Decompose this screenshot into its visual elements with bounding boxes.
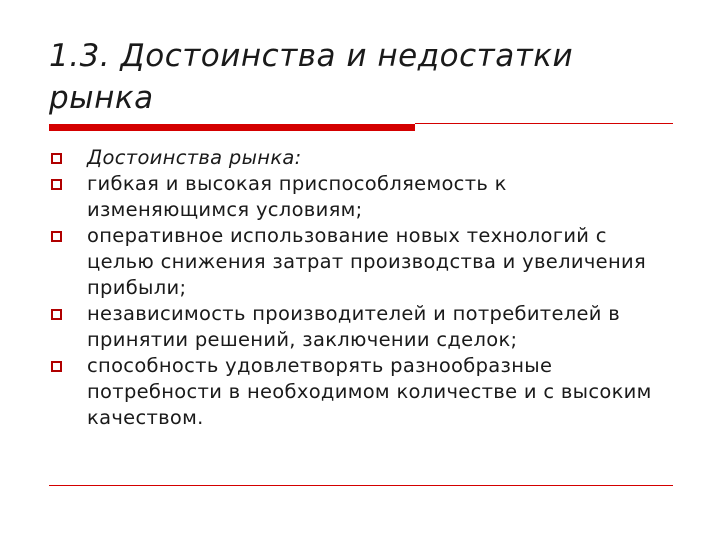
- title-underline-accent: [49, 124, 415, 131]
- bullet-list: [49, 145, 669, 431]
- bullet-text: независимость производителей и потребителей в принятии решений, заключении сделок;: [87, 302, 621, 351]
- bullet-item: [49, 145, 669, 171]
- square-bullet-icon: [51, 361, 62, 372]
- bullet-text: Достоинства рынка:: [87, 146, 302, 169]
- square-bullet-icon: [51, 309, 62, 320]
- square-bullet-icon: [51, 153, 62, 164]
- footer-rule: [49, 485, 673, 486]
- slide-title: 1.3. Достоинства и недостатки рынка: [49, 38, 574, 116]
- bullet-item: [49, 223, 669, 301]
- bullet-item: [49, 171, 669, 223]
- bullet-item: [49, 301, 669, 353]
- square-bullet-icon: [51, 231, 62, 242]
- bullet-item: [49, 353, 669, 431]
- bullet-text: гибкая и высокая приспособляемость к изменяющимся условиям;: [87, 172, 507, 221]
- bullet-text: оперативное использование новых технологий с целью снижения затрат производства и увеличения прибыли;: [87, 224, 646, 299]
- title-underline-rule: [415, 123, 673, 124]
- bullet-text: способность удовлетворять разнообразные потребности в необходимом количестве и с высоким качеством.: [87, 354, 652, 429]
- square-bullet-icon: [51, 179, 62, 190]
